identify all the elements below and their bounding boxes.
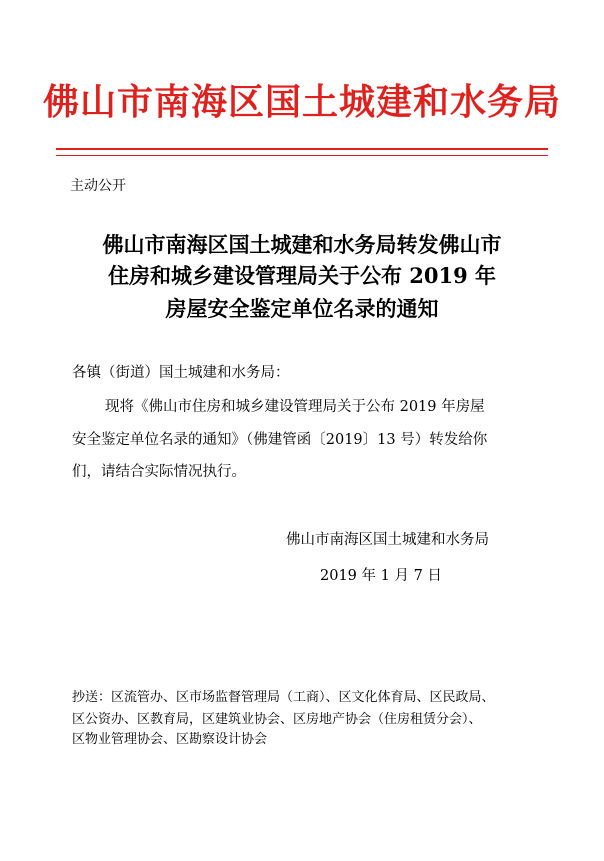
document-title-line-2: 住房和城乡建设管理局关于公布 2019 年 — [107, 263, 497, 288]
cc-list-line-1: 抄送：区流管办、区市场监督管理局（工商）、区文化体育局、区民政局、 — [72, 690, 495, 705]
header-divider-thin — [56, 155, 548, 156]
salutation: 各镇（街道）国土城建和水务局： — [72, 365, 290, 381]
document-title-line-1: 佛山市南海区国土城建和水务局转发佛山市 — [102, 232, 502, 257]
body-paragraph-line-1: 现将《佛山市住房和城乡建设管理局关于公布 2019 年房屋 — [105, 399, 485, 415]
disclosure-label: 主动公开 — [70, 178, 126, 194]
body-paragraph-line-3: 们，请结合实际情况执行。 — [72, 464, 246, 480]
issuing-organization-header: 佛山市南海区国土城建和水务局 — [42, 81, 561, 123]
document-title-line-3: 房屋安全鉴定单位名录的通知 — [165, 296, 439, 321]
signature-date: 2019 年 1 月 7 日 — [320, 568, 442, 584]
signature-organization: 佛山市南海区国土城建和水务局 — [286, 532, 489, 548]
header-divider-thick — [56, 148, 548, 150]
cc-list-line-3: 区物业管理协会、区勘察设计协会 — [72, 732, 268, 747]
cc-list-line-2: 区公资办、区教育局，区建筑业协会、区房地产协会（住房租赁分会）、 — [72, 712, 482, 727]
body-paragraph-line-2: 安全鉴定单位名录的通知》（佛建管函〔2019〕13 号）转发给你 — [72, 432, 488, 448]
